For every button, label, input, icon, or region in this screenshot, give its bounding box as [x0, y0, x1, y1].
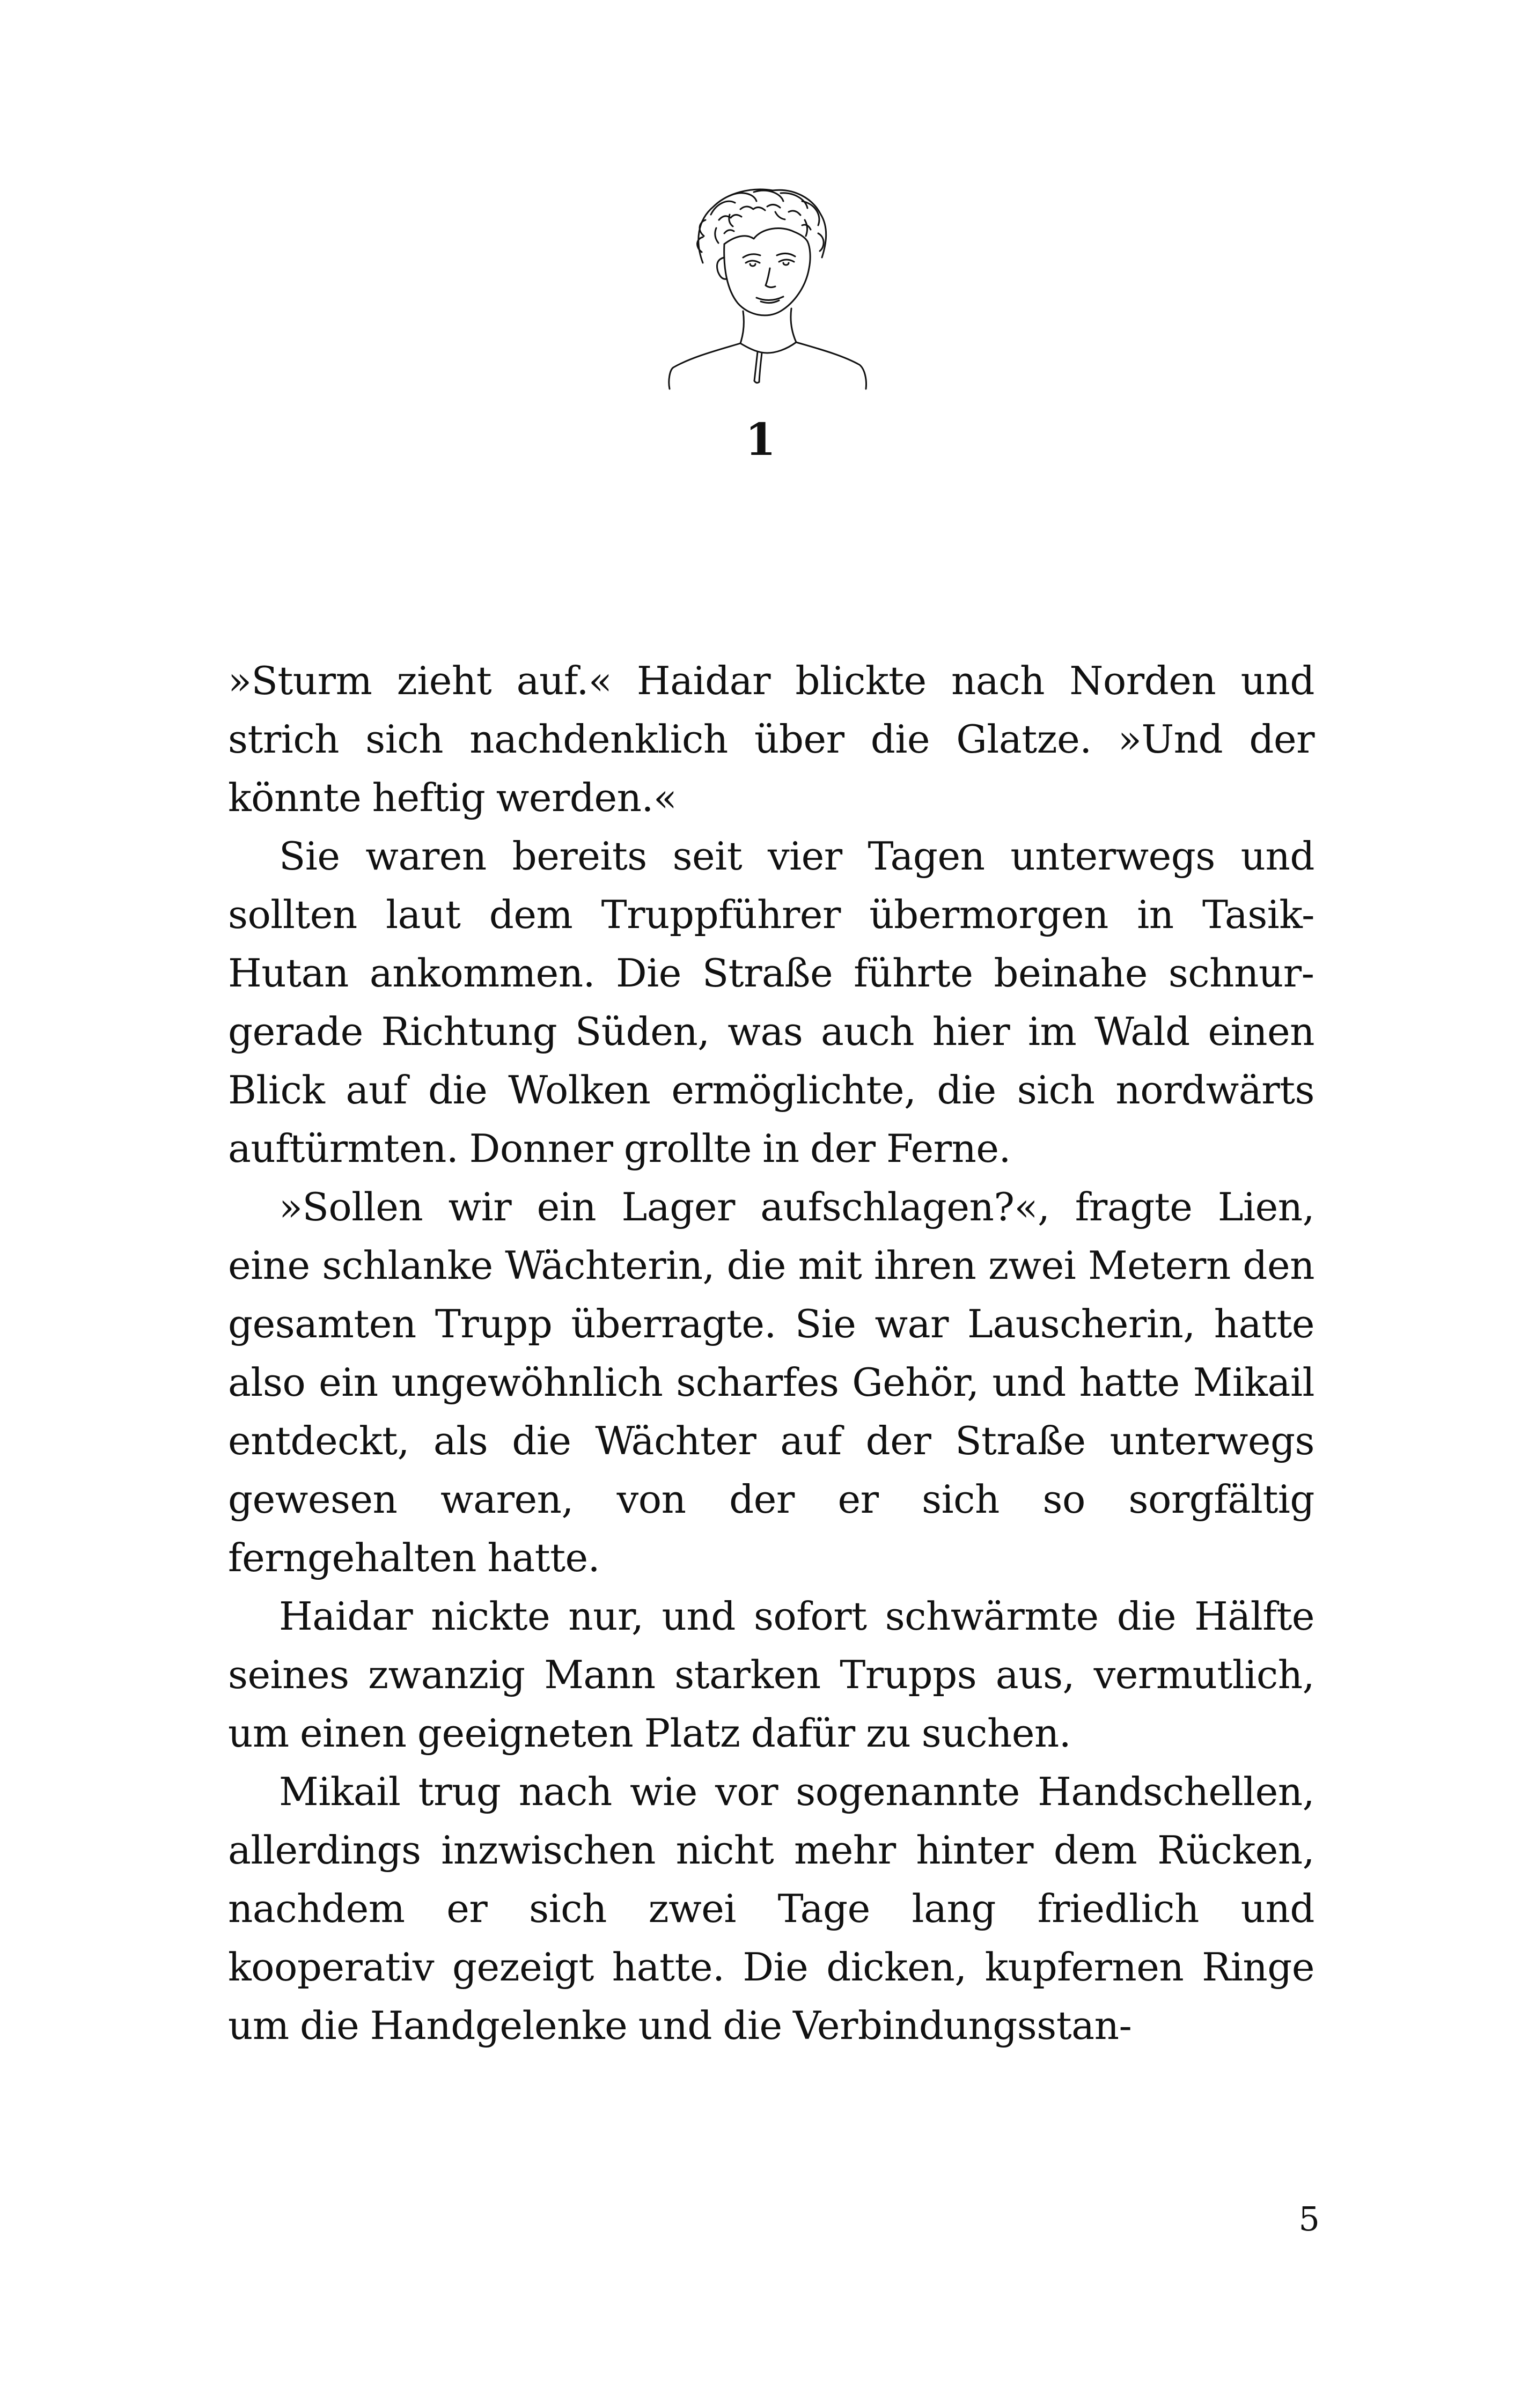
paragraph: Sie waren bereits seit vier Tagen unterwegs und sollten laut dem Truppführer übermorgen in Tasik-Hutan ankommen. Die Straße führte beinahe schnurgerade Richtung Süden, was auch hier im Wald einen Blick auf die Wolken ermöglichte, die sich nordwärts auftürmten. Donner grollte in der Ferne. [228, 834, 1314, 1171]
paragraph: Haidar nickte nur, und sofort schwärmte die Hälfte seines zwanzig Mann starken Trupps aus, vermutlich, um einen geeigneten Platz dafür zu suchen. [228, 1594, 1314, 1756]
chapter-number: 1 [745, 414, 776, 466]
paragraph: »Sturm zieht auf.« Haidar blickte nach Norden und strich sich nachdenklich über die Glatze. »Und der könnte heftig werden.« [228, 658, 1314, 820]
portrait-sketch-icon [665, 182, 869, 392]
chapter-text [228, 652, 1314, 2055]
paragraph: »Sollen wir ein Lager aufschlagen?«, fragte Lien, eine schlanke Wächterin, die mit ihren zwei Metern den gesamten Trupp überragte. Sie war Lauscherin, hatte also ein ungewöhnlich scharfes Gehör, und hatte Mikail entdeckt, als die Wächter auf der Straße unterwegs gewesen waren, von der er sich so sorgfältig ferngehalten hatte. [228, 1184, 1314, 1580]
page-number: 5 [1298, 2199, 1320, 2238]
paragraph: Mikail trug nach wie vor sogenannte Handschellen, allerdings inzwischen nicht mehr hinter dem Rücken, nachdem er sich zwei Tage lang friedlich und kooperativ gezeigt hatte. Die dicken, kupfernen Ringe um die Handgelenke und die Verbindungsstan- [228, 1769, 1314, 2048]
